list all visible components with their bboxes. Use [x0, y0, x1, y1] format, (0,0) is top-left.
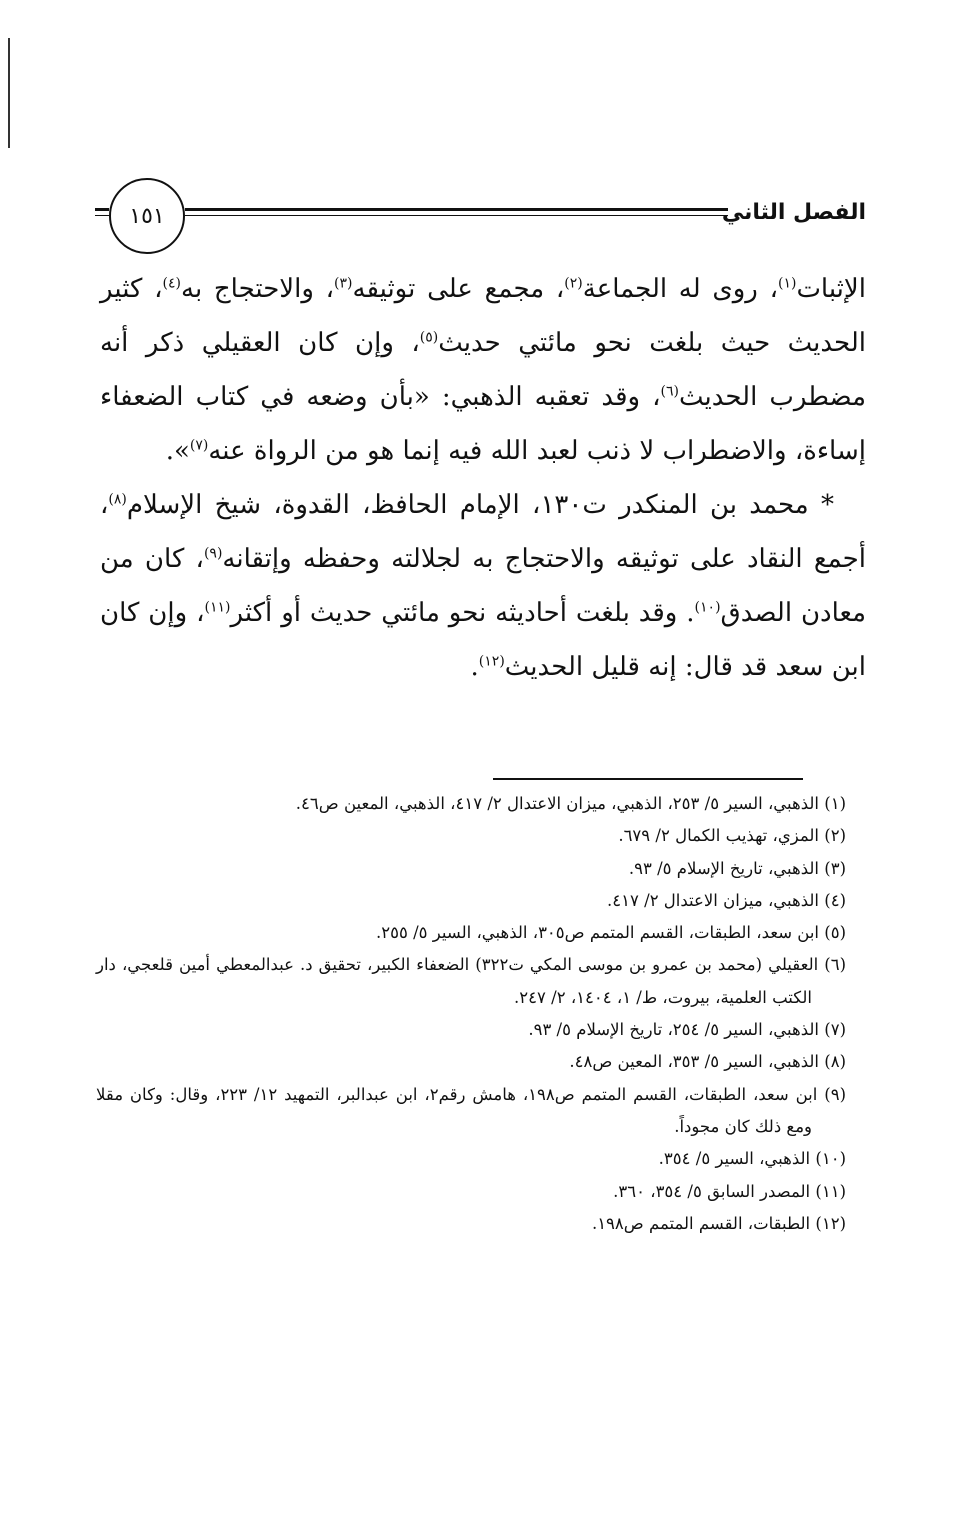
text-run: ، مجمع على توثيقه: [352, 274, 565, 304]
footnote: (٢) المزي، تهذيب الكمال ٢/ ٦٧٩.: [618, 826, 846, 846]
text-run: ، وقد تعقبه الذهبي: «بأن وضعه في كتاب الضعفاء إساءة، والاضطراب لا ذنب لعبد الله فيه إنما هو من الرواة عنه: [100, 382, 866, 466]
footnote: (٩) ابن سعد، الطبقات، القسم المتمم ص١٩٨، هامش رقم٢، ابن عبدالبر، التمهيد ١٢/ ٢٢٣، وقال: وكان مقلا ومع ذلك كان مجوداً.: [96, 1084, 846, 1136]
footnote: (١٠) الذهبي، السير ٥/ ٣٥٤.: [658, 1149, 846, 1169]
text-run: ، روى له الجماعة: [582, 274, 778, 304]
main-text: [100, 262, 866, 694]
text-run: ، كثير الحديث حيث بلغت نحو مائتي حديث: [100, 274, 866, 358]
footnote-ref: (٨): [108, 491, 127, 508]
footnote-ref: (٢): [564, 275, 583, 292]
footnote-ref: (١١): [204, 599, 231, 616]
footnote: (٥) ابن سعد، الطبقات، القسم المتمم ص٣٠٥، الذهبي، السير ٥/ ٢٥٥.: [376, 923, 846, 943]
footnote-ref: (٤): [162, 275, 181, 292]
footnote-ref: (١٠): [694, 599, 721, 616]
page-number: ١٥١: [109, 178, 185, 254]
footnote-ref: (١): [777, 275, 797, 292]
footnote: (٤) الذهبي، ميزان الاعتدال ٢/ ٤١٧.: [607, 890, 846, 910]
text-run: * محمد بن المنكدر ت١٣٠، الإمام الحافظ، القدوة، شيخ الإسلام: [126, 490, 834, 520]
paragraph-2: [100, 478, 866, 694]
footnote: (٨) الذهبي، السير ٥/ ٣٥٣، المعين ص٤٨.: [569, 1052, 846, 1072]
page-header: [95, 178, 866, 254]
footnote: (١) الذهبي، السير ٥/ ٢٥٣، الذهبي، ميزان الاعتدال ٢/ ٤١٧، الذهبي، المعين ص٤٦.: [295, 794, 846, 813]
text-run: ، والاحتجاج به: [181, 274, 335, 304]
text-run: الإثبات: [796, 274, 866, 304]
footnote-ref: (٩): [203, 545, 223, 562]
footnote-ref: (٣): [334, 275, 353, 292]
header-rule: [185, 208, 728, 216]
text-run: ، وإن كان ابن سعد قد قال: إنه قليل الحديث: [100, 598, 866, 682]
text-run: ، وإن كان العقيلي ذكر أنه مضطرب الحديث: [100, 328, 867, 412]
header-rule-end: [95, 208, 109, 216]
text-run: ، كان من معادن الصدق: [100, 544, 867, 628]
footnote-ref: (٦): [660, 383, 679, 400]
footnote: (١١) المصدر السابق ٥/ ٣٥٤، ٣٦٠.: [613, 1181, 846, 1201]
footnotes: [96, 788, 846, 1240]
footnote-ref: (١٢): [478, 653, 505, 670]
text-run: ، أجمع النقاد على توثيقه والاحتجاج به لجلالته وحفظه وإتقانه: [100, 490, 866, 574]
text-run: . وقد بلغت أحاديثه نحو مائتي حديث أو أكثر: [230, 598, 695, 628]
footnote-ref: (٧): [189, 437, 209, 454]
footnote: (٦) العقيلي (محمد بن عمرو بن موسى المكي ت٣٢٢) الضعفاء الكبير، تحقيق د. عبدالمعطي أمين قلعجي، دار الكتب العلمية، بيروت، ط/ ١، ١٤٠٤، ٢/ ٢٤٧.: [96, 955, 846, 1007]
footnote-ref: (٥): [419, 329, 439, 346]
footnote: (٣) الذهبي، تاريخ الإسلام ٥/ ٩٣.: [628, 858, 846, 878]
chapter-title: الفصل الثاني: [721, 200, 866, 225]
text-run: .: [470, 652, 479, 682]
footnote-separator: [493, 778, 803, 780]
text-run: ».: [165, 436, 190, 466]
paragraph-1: [100, 262, 866, 478]
footnote: (٧) الذهبي، السير ٥/ ٢٥٤، تاريخ الإسلام ٥/ ٩٣.: [528, 1020, 846, 1040]
margin-rule: [8, 38, 10, 148]
footnote: (١٢) الطبقات، القسم المتمم ص١٩٨.: [591, 1213, 846, 1233]
